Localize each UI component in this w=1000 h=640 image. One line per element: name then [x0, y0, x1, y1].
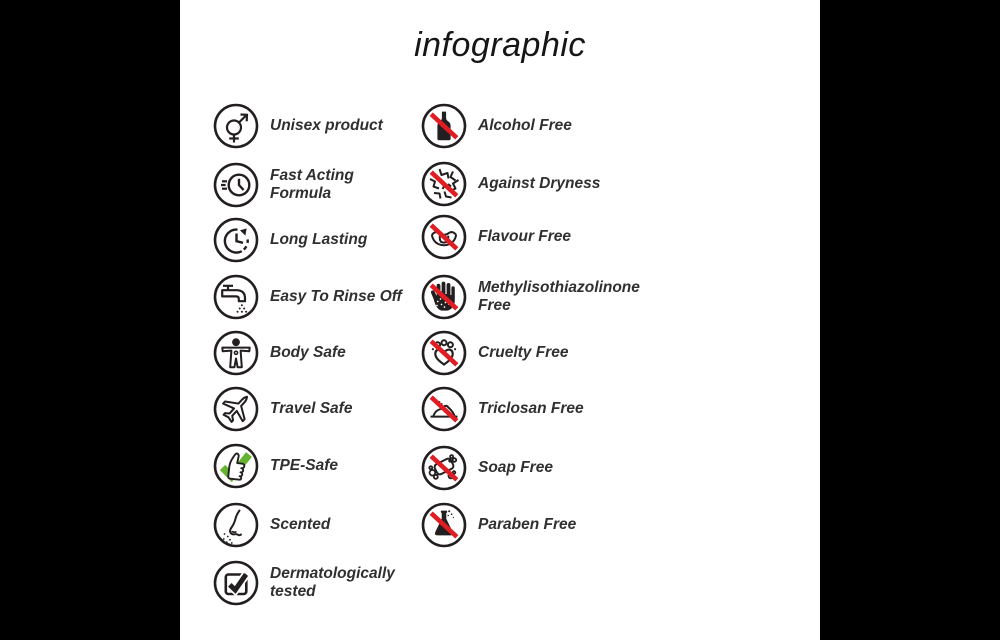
feature-row: [420, 385, 646, 433]
long-lasting-clock-icon: [212, 216, 260, 264]
triclosan-free-powder-icon: [420, 385, 468, 433]
paraben-free-flask-icon: [420, 501, 468, 549]
feature-row: [420, 213, 646, 261]
flavour-free-mouth-icon: [420, 213, 468, 261]
against-dryness-cracks-icon: [420, 160, 468, 208]
feature-row: [212, 273, 415, 321]
feature-row: [420, 444, 646, 492]
feature-row: [212, 161, 415, 209]
feature-label: Travel Safe: [270, 399, 353, 417]
cruelty-free-paw-icon: [420, 329, 468, 377]
feature-row: [420, 501, 646, 549]
fast-acting-clock-icon: [212, 161, 260, 209]
feature-label: Body Safe: [270, 343, 346, 361]
feature-label: Soap Free: [478, 458, 553, 476]
derm-tested-checkbox-icon: [212, 559, 260, 607]
feature-label: Triclosan Free: [478, 399, 584, 417]
feature-row: [420, 102, 646, 150]
feature-label: Scented: [270, 515, 331, 533]
feature-row: [212, 216, 415, 264]
feature-row: [212, 442, 415, 490]
feature-label: Unisex product: [270, 116, 383, 134]
feature-label: Alcohol Free: [478, 116, 572, 134]
unisex-icon: [212, 102, 260, 150]
feature-row: [212, 385, 415, 433]
feature-label: Flavour Free: [478, 227, 572, 245]
feature-row: [212, 559, 415, 607]
scented-nose-icon: [212, 501, 260, 549]
travel-safe-plane-icon: [212, 385, 260, 433]
feature-label: TPE-Safe: [270, 456, 339, 474]
feature-label: Paraben Free: [478, 515, 577, 533]
feature-row: [420, 329, 646, 377]
letterbox-left: [0, 0, 180, 640]
feature-label: Against Dryness: [478, 174, 601, 192]
rinse-off-faucet-icon: [212, 273, 260, 321]
page-title: infographic: [414, 26, 586, 64]
feature-row: [212, 329, 415, 377]
body-safe-person-icon: [212, 329, 260, 377]
feature-row: [420, 273, 646, 321]
feature-row: [420, 160, 646, 208]
feature-label: Dermatologically tested: [270, 564, 395, 600]
feature-label: Fast Acting Formula: [270, 166, 354, 202]
infographic-panel: [180, 0, 820, 640]
soap-free-soap-icon: [420, 444, 468, 492]
feature-label: Methylisothiazolinone Free: [478, 278, 640, 314]
feature-row: [212, 102, 415, 150]
alcohol-free-bottle-icon: [420, 102, 468, 150]
letterbox-right: [820, 0, 1000, 640]
feature-label: Easy To Rinse Off: [270, 287, 402, 305]
tpe-safe-thumbs-up-icon: [212, 442, 260, 490]
feature-label: Cruelty Free: [478, 343, 569, 361]
feature-label: Long Lasting: [270, 230, 368, 248]
feature-row: [212, 501, 415, 549]
methylisothiazolinone-free-hand-icon: [420, 273, 468, 321]
